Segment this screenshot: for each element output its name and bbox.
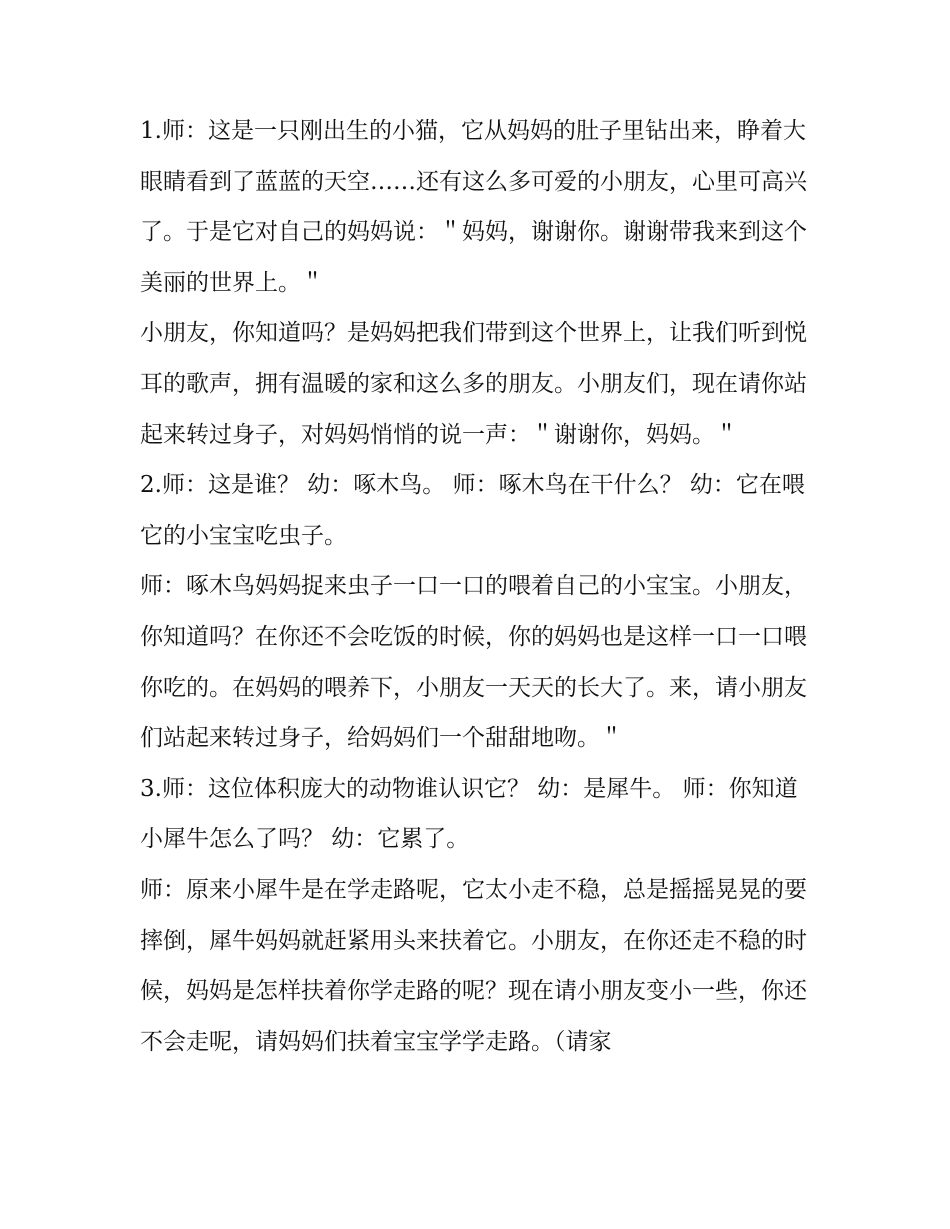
paragraph-1-kitten: 1.师：这是一只刚出生的小猫，它从妈妈的肚子里钻出来，睁着大眼睛看到了蓝蓝的天空……还有这么多可爱的小朋友，心里可高兴了。于是它对自己的妈妈说：＂妈妈，谢谢你。谢谢带我来到这个美丽的世界上。＂: [140, 118, 807, 296]
paragraph-6-rhino-walking: 师：原来小犀牛是在学走路呢，它太小走不稳，总是摇摇晃晃的要摔倒，犀牛妈妈就赶紧用头来扶着它。小朋友，在你还走不稳的时候，妈妈是怎样扶着你学走路的呢？现在请小朋友变小一些，你还不会走呢，请妈妈们扶着宝宝学学走路。（请家: [140, 876, 807, 1055]
document-body: [140, 106, 820, 1067]
paragraph-3-woodpecker-dialogue: 2.师：这是谁？ 幼：啄木鸟。 师：啄木鸟在干什么？ 幼：它在喂它的小宝宝吃虫子。: [140, 472, 805, 549]
paragraph-2-thank-mom: 小朋友，你知道吗？是妈妈把我们带到这个世界上，让我们听到悦耳的歌声，拥有温暖的家和这么多的朋友。小朋友们，现在请你站起来转过身子，对妈妈悄悄的说一声：＂谢谢你，妈妈。＂: [140, 320, 807, 448]
paragraph-5-rhino-dialogue: 3.师：这位体积庞大的动物谁认识它？ 幼：是犀牛。 师：你知道小犀牛怎么了吗？ 幼：它累了。: [140, 775, 798, 853]
paragraph-4-woodpecker-feeding: 师：啄木鸟妈妈捉来虫子一口一口的喂着自己的小宝宝。小朋友，你知道吗？在你还不会吃饭的时候，你的妈妈也是这样一口一口喂你吃的。在妈妈的喂养下，小朋友一天天的长大了。来，请小朋友们站起来转过身子，给妈妈们一个甜甜地吻。＂: [140, 573, 807, 752]
